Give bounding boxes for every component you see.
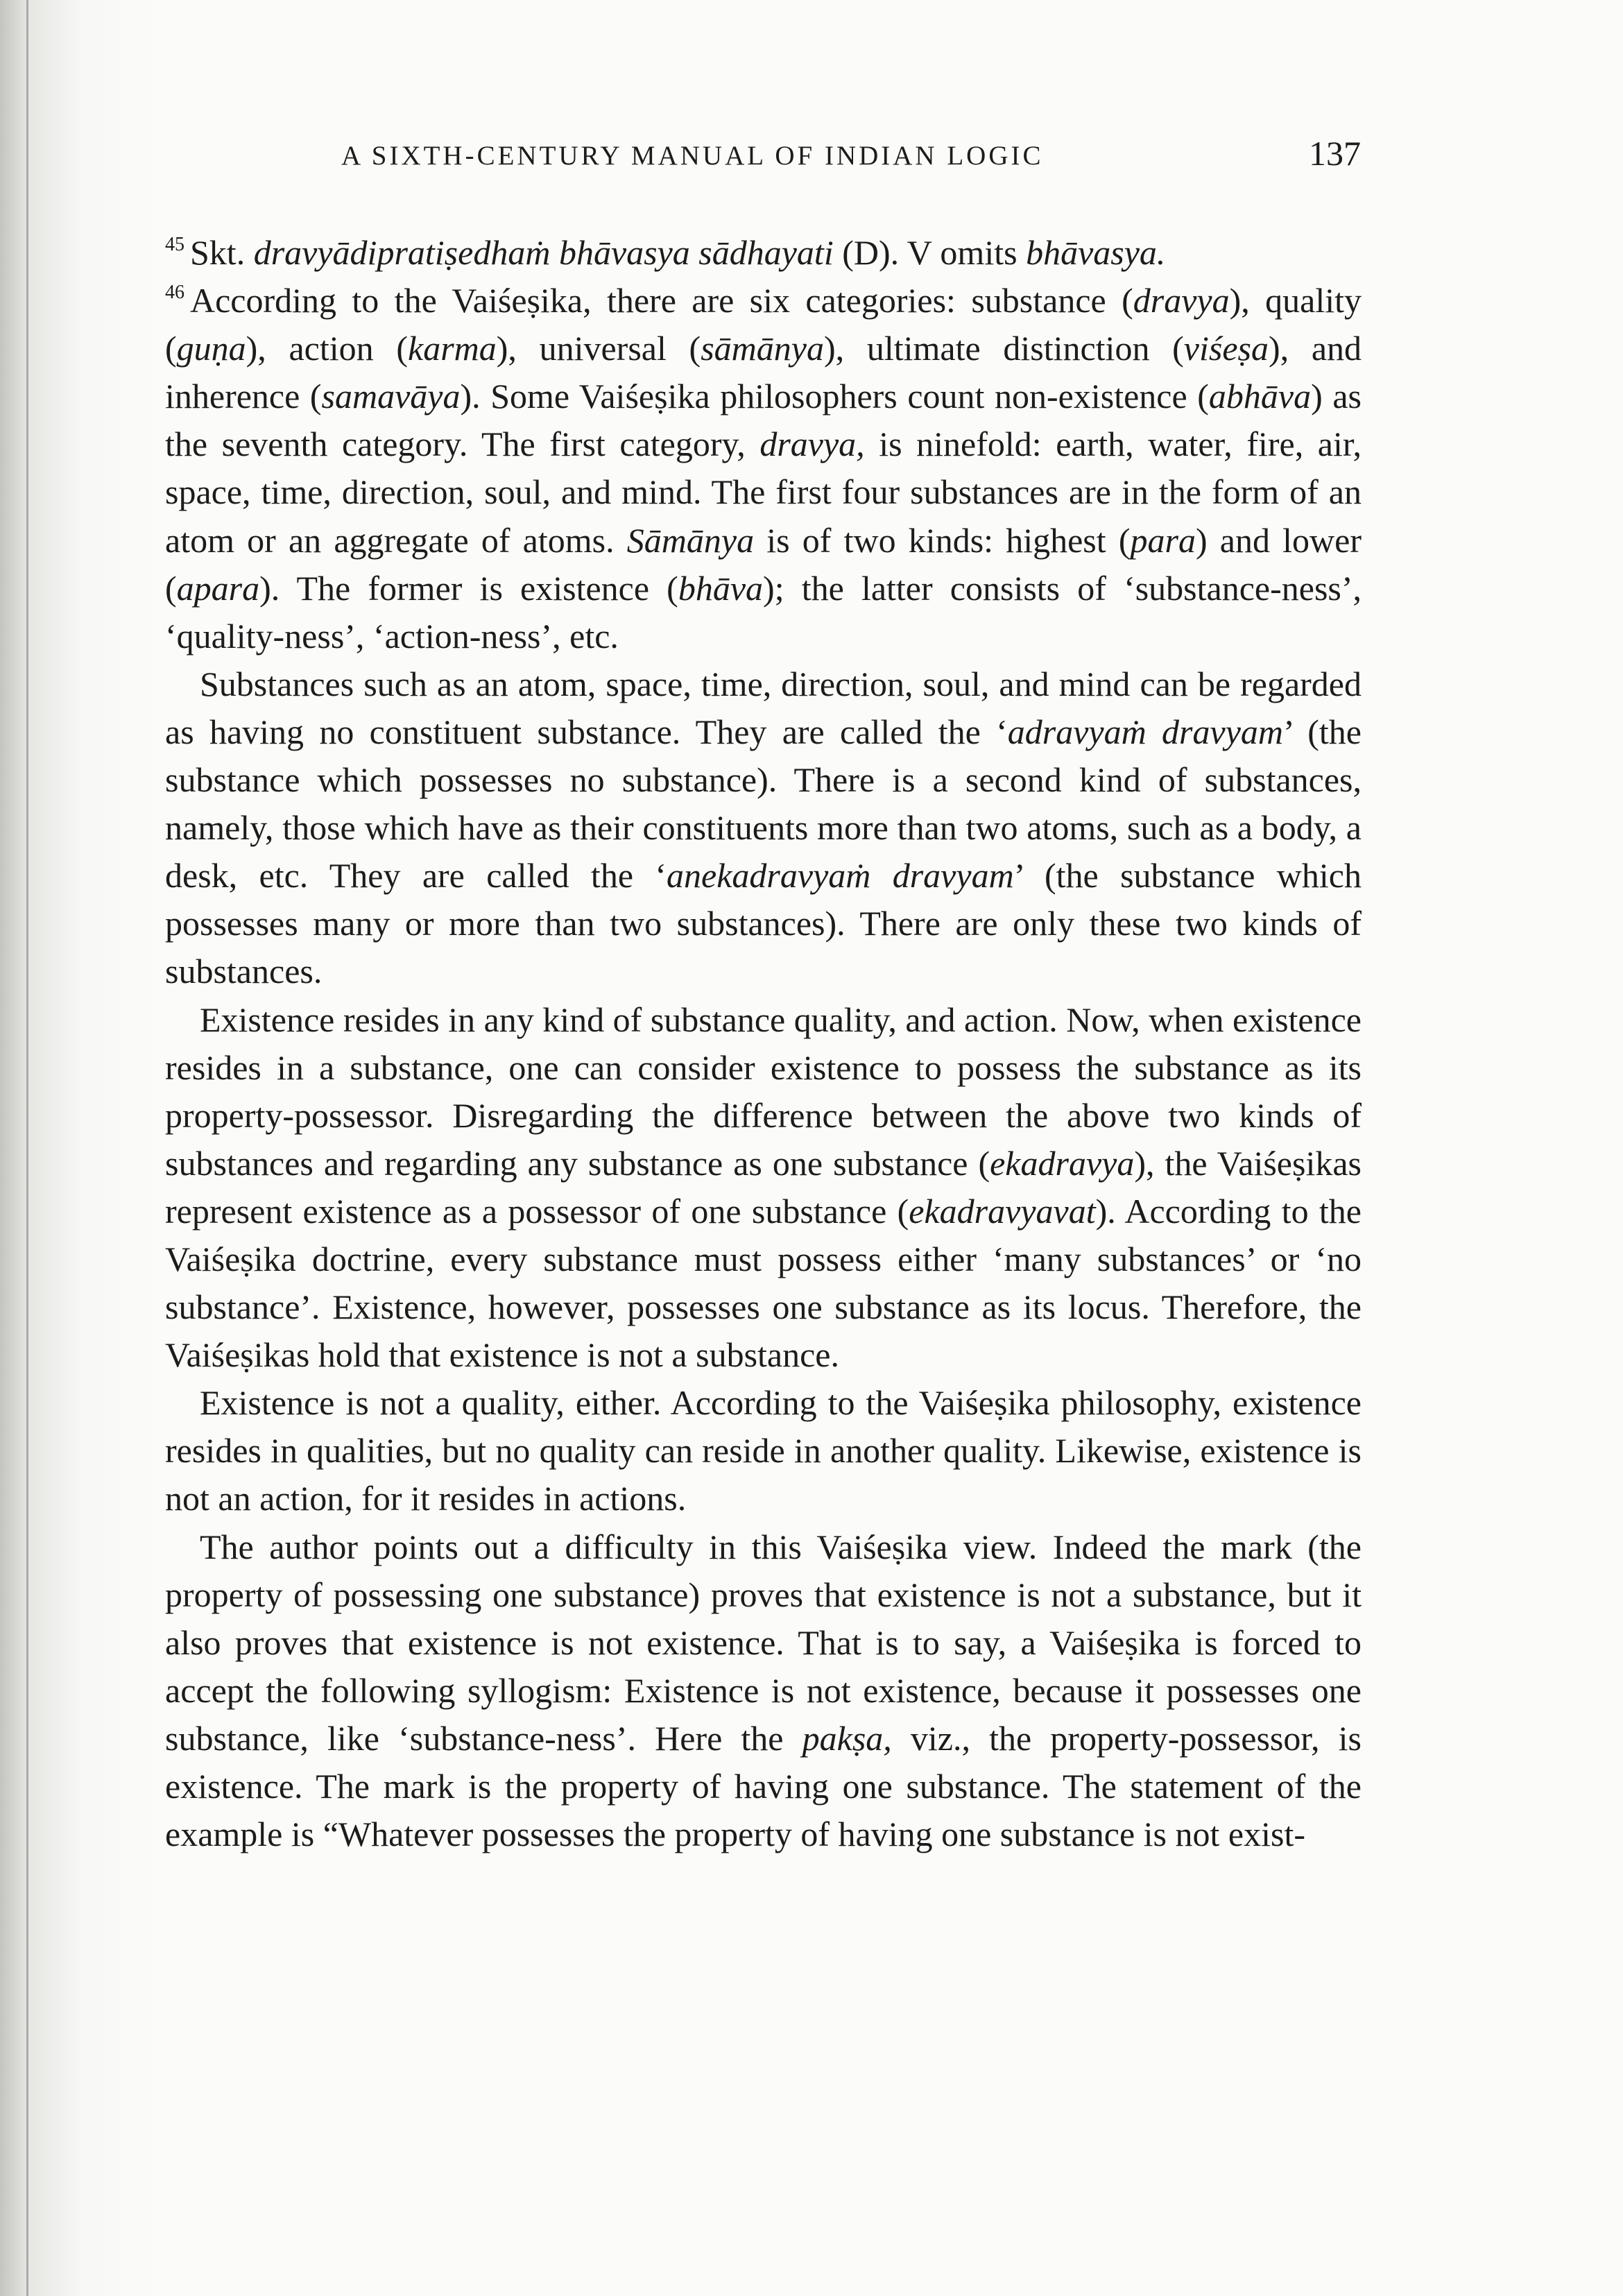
italic-term: bhāva xyxy=(678,568,764,608)
footnote-46 xyxy=(165,277,1362,660)
italic-term: ekadravya xyxy=(990,1143,1135,1183)
footnote-text xyxy=(165,281,1362,656)
italic-term: Sāmānya xyxy=(626,520,755,560)
text-run: (D). V omits xyxy=(833,233,1027,272)
text-run: ’ (the substance which possesses no substance). There is a second kind of substances, namely, those which have as their constituents more than two atoms, such as a body, a desk, etc. They are called the ‘ xyxy=(165,712,1362,896)
italic-term: abhāva xyxy=(1208,377,1312,416)
italic-term: dravya, xyxy=(759,425,865,464)
italic-term: adravyaṁ dravyam xyxy=(1007,712,1283,751)
scan-gutter-shadow xyxy=(0,0,160,2296)
italic-term: sāmānya xyxy=(701,329,824,368)
scan-gutter-line xyxy=(26,0,28,2296)
paragraph-difficulty xyxy=(165,1523,1362,1859)
paragraph-substances xyxy=(165,660,1362,996)
text-run: ), the Vaiśeṣikas represent existence as a possessor of one substance ( xyxy=(165,1143,1362,1231)
page-body xyxy=(165,229,1362,1858)
page-header xyxy=(168,133,1361,182)
text-run: ) as the seventh category. The first category, xyxy=(165,377,1362,464)
text-run: ) and lower ( xyxy=(165,520,1362,608)
footnote-number: 45 xyxy=(165,234,184,255)
paragraph-not-a-quality xyxy=(165,1379,1362,1523)
text-run: is of two kinds: highest ( xyxy=(754,520,1131,560)
page-number: 137 xyxy=(1309,134,1361,173)
italic-term: pakṣa, xyxy=(802,1718,892,1758)
footnote-number: 46 xyxy=(165,282,184,304)
text-run: ). According to the Vaiśeṣika doctrine, every substance must possess either ‘many substances’ or ‘no substance’. Existence, however, possesses one substance as its locus. Therefore, the Vaiśeṣikas hold that existence is not a substance. xyxy=(165,1191,1362,1375)
running-title: A SIXTH-CENTURY MANUAL OF INDIAN LOGIC xyxy=(341,141,1044,171)
text-run: ), universal ( xyxy=(496,329,701,368)
text-run: ). Some Vaiśeṣika philosophers count non-existence ( xyxy=(460,377,1209,416)
text-run: ); the latter consists of ‘substance-ness’, ‘quality-ness’, ‘action-ness’, etc. xyxy=(165,568,1362,656)
text-run: According to the Vaiśeṣika, there are six categories: substance ( xyxy=(190,281,1133,320)
italic-term: dravya xyxy=(1133,281,1230,320)
text-run: viz., the property-possessor, is existence. The mark is the property of having one substance. The statement of the example is “Whatever possesses the property of having one substance is not exist- xyxy=(165,1718,1362,1854)
italic-term: apara xyxy=(176,568,260,608)
italic-term: ekadravyavat xyxy=(909,1191,1096,1231)
text-run: is ninefold: earth, water, fire, air, space, time, direction, soul, and mind. The first four substances are in the form of an atom or an aggregate of atoms. xyxy=(165,425,1362,560)
italic-term: viśeṣa xyxy=(1183,329,1269,368)
italic-term: guṇa xyxy=(176,329,246,368)
text-run: The author points out a difficulty in this Vaiśeṣika view. Indeed the mark (the property of possessing one substance) proves that existence is not a substance, but it also proves that existence is not existence. That is to say, a Vaiśeṣika is forced to accept the following syllogism: Existence is not existence, because it possesses one substance, like ‘substance-ness’. Here the xyxy=(165,1527,1362,1758)
text-run: Skt. xyxy=(190,233,254,272)
text-run: ), and inherence ( xyxy=(165,329,1362,416)
text-run: ), ultimate distinction ( xyxy=(823,329,1184,368)
italic-term: para xyxy=(1130,520,1196,560)
paragraph-existence-resides xyxy=(165,996,1362,1380)
text-run: Substances such as an atom, space, time, direction, soul, and mind can be regarded as having no constituent substance. They are called the ‘ xyxy=(165,664,1362,751)
footnote-text xyxy=(190,233,1165,272)
text-run: ’ (the substance which possesses many or more than two substances). There are only these two kinds of substances. xyxy=(165,856,1362,991)
text-run: Existence resides in any kind of substance quality, and action. Now, when existence resides in a substance, one can consider existence to possess the substance as its property-possessor. Disregarding the difference between the above two kinds of substances and regarding any substance as one substance ( xyxy=(165,1000,1362,1183)
text-run: ), quality ( xyxy=(165,281,1362,368)
italic-term: karma xyxy=(408,329,497,368)
text-run: ). The former is existence ( xyxy=(259,568,678,608)
italic-term: anekadravyaṁ dravyam xyxy=(667,856,1014,896)
footnote-45 xyxy=(165,229,1362,277)
text-run: Existence is not a quality, either. According to the Vaiśeṣika philosophy, existence resides in qualities, but no quality can reside in another quality. Likewise, existence is not an action, for it resides in actions. xyxy=(165,1383,1362,1518)
italic-term: bhāvasya. xyxy=(1026,233,1166,272)
italic-term: samavāya xyxy=(321,377,461,416)
italic-term: dravyādipratiṣedhaṁ bhāvasya sādhayati xyxy=(253,233,834,272)
text-run: ), action ( xyxy=(246,329,408,368)
